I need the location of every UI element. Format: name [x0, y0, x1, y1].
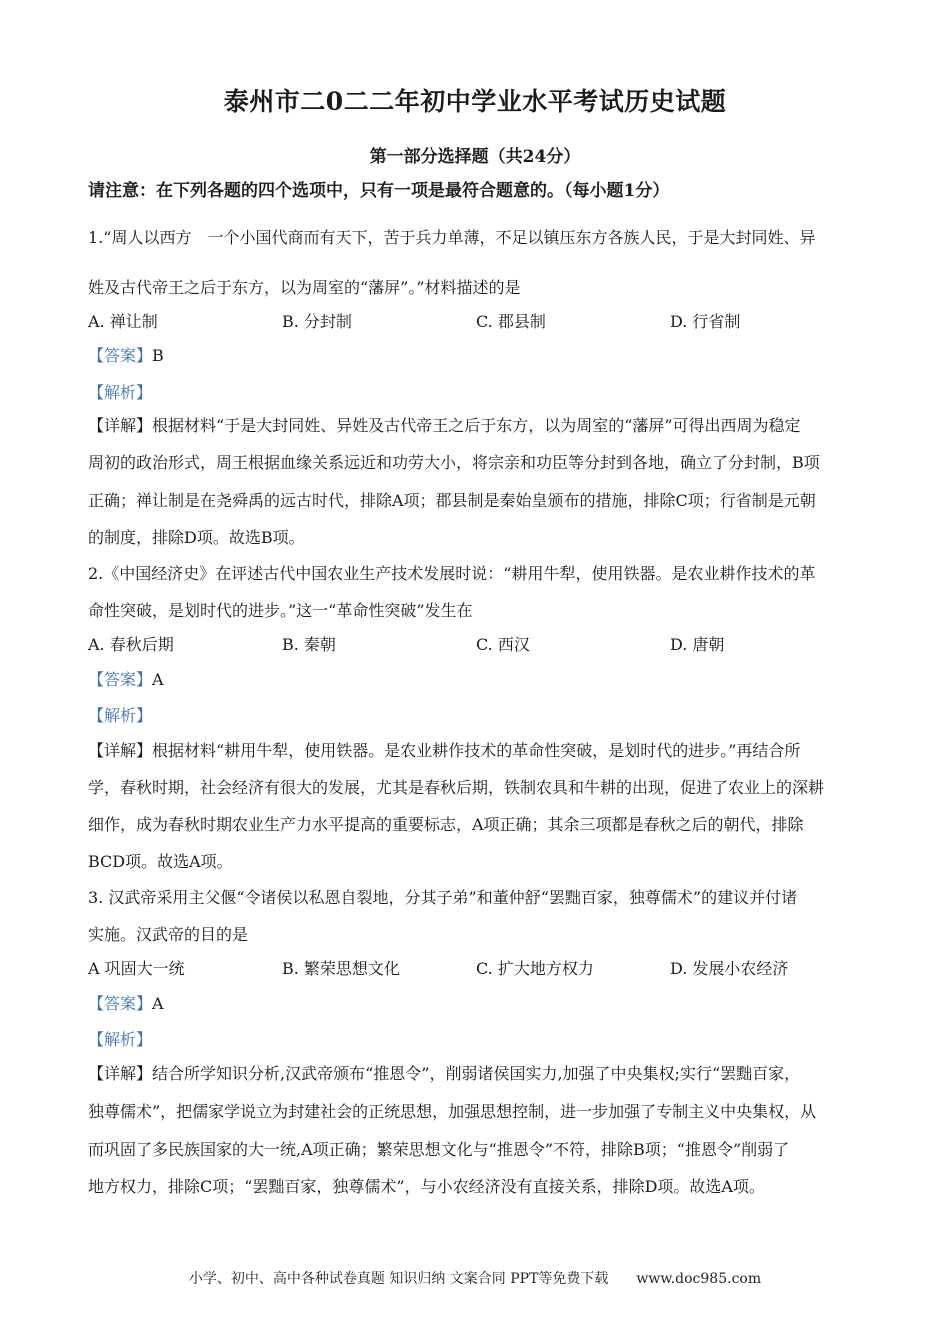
answer-tag: 【答案】	[88, 994, 153, 1013]
answer-line	[88, 994, 164, 1014]
question-stem-line: 姓及古代帝王之后于东方，以为周室的“藩屏”。”材料描述的是	[88, 278, 521, 297]
option-b: B. 分封制	[282, 312, 352, 331]
question-stem-line: 1.“周人以西方 一个小国代商而有天下，苦于兵力单薄，不足以镇压东方各族人民，于是大封同姓、异	[88, 228, 816, 247]
analysis-tag: 【解析】	[88, 706, 153, 725]
answer-line	[88, 346, 164, 366]
option-c: C. 扩大地方权力	[476, 959, 594, 978]
option-c: C. 郡县制	[476, 312, 546, 331]
detail-line: BCD项。故选A项。	[88, 852, 233, 871]
answer-value: A	[152, 670, 164, 689]
detail-tag: 【详解】	[88, 741, 153, 760]
question-stem-line: 实施。汉武帝的目的是	[88, 925, 249, 944]
analysis-tag: 【解析】	[88, 1030, 153, 1049]
detail-line: 细作，成为春秋时期农业生产力水平提高的重要标志，A项正确；其余三项都是春秋之后的朝代，排除	[88, 815, 804, 834]
option-a: A 巩固大一统	[88, 959, 185, 978]
notice-text: 请注意：在下列各题的四个选项中，只有一项是最符合题意的。（每小题1分）	[88, 181, 670, 201]
option-b: B. 繁荣思想文化	[282, 959, 400, 978]
detail-tag: 【详解】	[88, 416, 153, 435]
option-a: A. 春秋后期	[88, 635, 174, 654]
answer-tag: 【答案】	[88, 670, 153, 689]
detail-tag: 【详解】	[88, 1064, 153, 1083]
answer-line	[88, 670, 164, 690]
option-d: D. 唐朝	[670, 635, 725, 654]
answer-value: A	[152, 994, 164, 1013]
option-d: D. 行省制	[670, 312, 741, 331]
detail-line: 正确；禅让制是在尧舜禹的远古时代，排除A项；郡县制是秦始皇颁布的措施，排除C项；行省制是元朝	[88, 491, 816, 510]
answer-tag: 【答案】	[88, 346, 153, 365]
detail-line: 独尊儒术”，把儒家学说立为封建社会的正统思想，加强思想控制，进一步加强了专制主义中央集权，从	[88, 1102, 817, 1121]
analysis-tag: 【解析】	[88, 383, 153, 402]
detail-line	[88, 741, 800, 761]
detail-line: 学，春秋时期，社会经济有很大的发展，尤其是春秋后期，铁制农具和牛耕的出现，促进了农业上的深耕	[88, 778, 825, 797]
detail-line: 地方权力，排除C项；“罢黜百家，独尊儒术”，与小农经济没有直接关系，排除D项。故选A项。	[88, 1177, 765, 1196]
part-title: 第一部分选择题（共24分）	[369, 147, 581, 167]
page-title: 泰州市二0二二年初中学业水平考试历史试题	[223, 87, 727, 116]
detail-text: 根据材料“耕用牛犁，使用铁器。是农业耕作技术的革命性突破，是划时代的进步。”再结合所	[152, 741, 801, 760]
question-stem-line: 2.《中国经济史》在评述古代中国农业生产技术发展时说：“耕用牛犁，使用铁器。是农业耕作技术的革	[88, 564, 816, 583]
footer-url[interactable]: www.doc985.com	[636, 1271, 762, 1287]
option-b: B. 秦朝	[282, 635, 336, 654]
question-stem-line: 3. 汉武帝采用主父偃“令诸侯以私恩自裂地，分其子弟”和董仲舒“罢黜百家，独尊儒术”的建议并付诸	[88, 888, 798, 907]
footer-text: 小学、初中、高中各种试卷真题 知识归纳 文案合同 PPT等免费下载	[188, 1271, 609, 1287]
question-stem-line: 命性突破，是划时代的进步。”这一“革命性突破”发生在	[88, 601, 473, 620]
answer-value: B	[152, 346, 164, 365]
detail-line: 的制度，排除D项。故选B项。	[88, 528, 305, 547]
detail-line	[88, 1064, 800, 1084]
option-c: C. 西汉	[476, 635, 530, 654]
option-a: A. 禅让制	[88, 312, 158, 331]
detail-line: 而巩固了多民族国家的大一统,A项正确；繁荣思想文化与“推恩令”不符，排除B项；“推恩令”削弱了	[88, 1140, 790, 1159]
detail-text: 结合所学知识分析,汉武帝颁布“推恩令”，削弱诸侯国实力,加强了中央集权;实行“罢黜百家，	[152, 1064, 801, 1083]
option-d: D. 发展小农经济	[670, 959, 789, 978]
detail-text: 根据材料“于是大封同姓、异姓及古代帝王之后于东方，以为周室的“藩屏”可得出西周为稳定	[152, 416, 801, 435]
detail-line: 周初的政治形式，周王根据血缘关系远近和功劳大小，将宗亲和功臣等分封到各地，确立了分封制，B项	[88, 453, 820, 472]
detail-line	[88, 416, 801, 436]
page-footer	[0, 1268, 950, 1288]
